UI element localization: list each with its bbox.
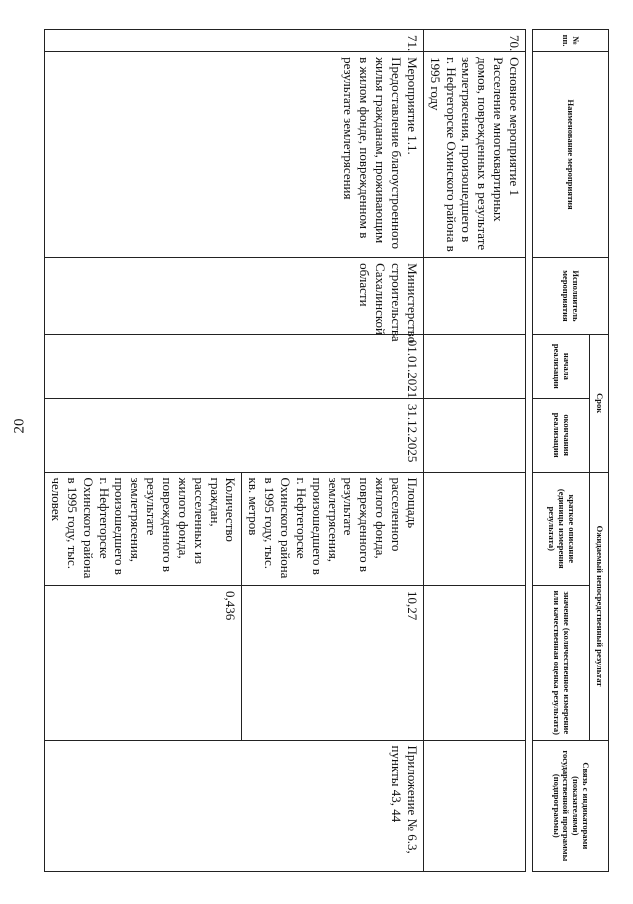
- header-name: Наименование мероприятия: [533, 52, 609, 258]
- header-executor: Исполнитель мероприятия: [533, 258, 609, 335]
- row-71-result-value-2: 0,436: [45, 586, 242, 741]
- row-70-result-value: [423, 586, 525, 741]
- header-term-end: окончания реализации: [533, 398, 590, 472]
- row-71-result-desc-2: Количество граждан, расселенных из жилого фонда, поврежденного в результате землетрясения, произошедшего в г. Нефтегорске Охинского района в 1995 году, тыс. человек: [45, 472, 242, 586]
- header-num: № пп.: [533, 30, 609, 52]
- header-result-desc: краткое описание (единицы измерения результата): [533, 472, 590, 586]
- row-70-link: [423, 740, 525, 871]
- row-70-num: 70.: [423, 30, 525, 52]
- table-row: [423, 30, 525, 872]
- header-row-1: [590, 30, 609, 872]
- page-number: 20: [11, 418, 28, 434]
- header-gap: [526, 30, 533, 872]
- row-71-end: 31.12.2025: [45, 398, 424, 472]
- page-number-box: [0, 406, 40, 446]
- row-70-name: Основное мероприятие 1 Расселение многоквартирных домов, поврежденных в результате землетрясения, произошедшего в г. Нефтегорске Охинского района в 1995 году: [423, 52, 525, 258]
- header-term-start: начала реализации: [533, 334, 590, 398]
- row-70-executor: [423, 258, 525, 335]
- row-71-name: Мероприятие 1.1. Предоставление благоустроенного жилья гражданам, проживающим в жилом фонде, поврежденном в результате землетрясения: [45, 52, 424, 258]
- row-71-num: 71.: [45, 30, 424, 52]
- row-70-end: [423, 398, 525, 472]
- header-result-value: значение (количественное измерение или качественная оценка результата): [533, 586, 590, 741]
- row-70-result-desc: [423, 472, 525, 586]
- row-71-result-desc-1: Площадь расселенного жилого фонда, поврежденного в результате землетрясения, произошедшего в г. Нефтегорске Охинского района в 1995 году, тыс. кв. метров: [242, 472, 423, 586]
- rotated-table-wrapper: [48, 29, 609, 872]
- row-71-executor: Министерство строительства Сахалинской области: [45, 258, 424, 335]
- header-term: Срок: [590, 334, 609, 472]
- table-row: [242, 30, 423, 872]
- row-71-start: 01.01.2021: [45, 334, 424, 398]
- header-result: Ожидаемый непосредственный результат: [590, 472, 609, 740]
- row-71-link: Приложение № 6.3, пункты 43, 44: [45, 740, 424, 871]
- row-70-start: [423, 334, 525, 398]
- row-71-result-value-1: 10,27: [242, 586, 423, 741]
- program-activities-table: [44, 29, 609, 872]
- header-link: Связь с индикаторами (показателями) государственной программы (подпрограммы): [533, 740, 609, 871]
